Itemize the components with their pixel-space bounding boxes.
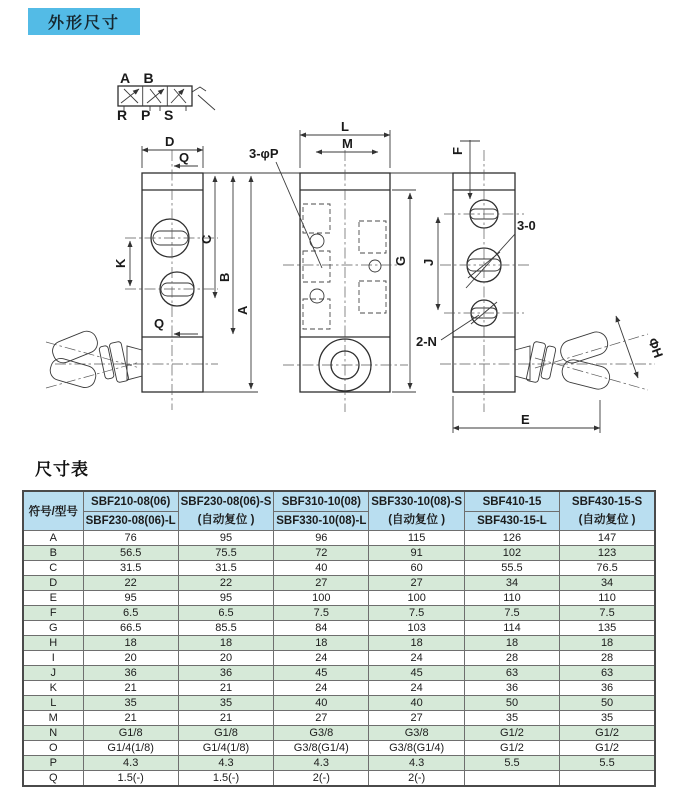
row-value-1: 20 (83, 651, 178, 666)
table-row (23, 726, 655, 741)
dim-label-e: E (521, 412, 530, 427)
row-value-4: 100 (369, 591, 464, 606)
table-row (23, 531, 655, 546)
row-value-1: 56.5 (83, 546, 178, 561)
table-row (23, 576, 655, 591)
row-value-6: G1/2 (560, 741, 655, 756)
row-value-2: 36 (178, 666, 273, 681)
row-value-3: 40 (274, 561, 369, 576)
row-value-3: 45 (274, 666, 369, 681)
row-value-4: 24 (369, 651, 464, 666)
row-symbol: H (23, 636, 83, 651)
row-symbol: K (23, 681, 83, 696)
row-value-3: 84 (274, 621, 369, 636)
row-value-6: 35 (560, 711, 655, 726)
row-value-6: 34 (560, 576, 655, 591)
row-value-4: 27 (369, 576, 464, 591)
section-title-text: 外形尺寸 (47, 15, 120, 32)
row-value-6: 123 (560, 546, 655, 561)
row-value-4: 91 (369, 546, 464, 561)
row-value-6: 28 (560, 651, 655, 666)
row-value-3: 2(-) (274, 771, 369, 786)
row-value-5: G1/2 (464, 741, 559, 756)
table-row (23, 636, 655, 651)
section-title-badge (28, 8, 140, 35)
row-value-5: G1/2 (464, 726, 559, 741)
table-row (23, 666, 655, 681)
row-value-5: 35 (464, 711, 559, 726)
row-value-4: 27 (369, 711, 464, 726)
row-value-6: 110 (560, 591, 655, 606)
row-value-2: 21 (178, 681, 273, 696)
row-value-3: 7.5 (274, 606, 369, 621)
header-model-2 (178, 491, 273, 531)
header-model-line1: SBF210-08(06) (84, 493, 178, 512)
row-value-3: G3/8 (274, 726, 369, 741)
row-symbol: I (23, 651, 83, 666)
row-value-5: 36 (464, 681, 559, 696)
table-row (23, 741, 655, 756)
dim-label-m: M (342, 136, 353, 151)
row-value-4: 7.5 (369, 606, 464, 621)
row-value-5 (464, 771, 559, 786)
row-symbol: B (23, 546, 83, 561)
row-value-4: 2(-) (369, 771, 464, 786)
table-row (23, 756, 655, 771)
row-value-3: 24 (274, 681, 369, 696)
table-row (23, 591, 655, 606)
row-value-3: 4.3 (274, 756, 369, 771)
row-value-4: 18 (369, 636, 464, 651)
dimension-table-wrapper (22, 490, 656, 787)
row-value-1: G1/4(1/8) (83, 741, 178, 756)
row-value-5: 7.5 (464, 606, 559, 621)
callout-2-n: 2-N (416, 334, 437, 349)
row-value-1: 95 (83, 591, 178, 606)
header-model-line1: SBF330-10(08)-S (371, 496, 463, 508)
dimension-table (22, 490, 656, 787)
row-value-2: 95 (178, 591, 273, 606)
row-value-3: G3/8(G1/4) (274, 741, 369, 756)
table-row (23, 606, 655, 621)
row-value-1: 21 (83, 711, 178, 726)
row-value-6: 5.5 (560, 756, 655, 771)
row-value-1: G1/8 (83, 726, 178, 741)
header-model-5 (464, 491, 559, 531)
row-value-3: 72 (274, 546, 369, 561)
row-value-3: 27 (274, 576, 369, 591)
row-value-3: 27 (274, 711, 369, 726)
row-value-1: 1.5(-) (83, 771, 178, 786)
row-value-1: 36 (83, 666, 178, 681)
dimension-drawing (0, 40, 680, 455)
dim-label-q-top: Q (179, 150, 190, 165)
row-value-1: 76 (83, 531, 178, 546)
row-value-5: 18 (464, 636, 559, 651)
dim-label-b: B (217, 272, 232, 282)
row-value-1: 22 (83, 576, 178, 591)
row-value-3: 24 (274, 651, 369, 666)
table-header (23, 491, 655, 531)
row-value-6: G1/2 (560, 726, 655, 741)
row-value-2: 20 (178, 651, 273, 666)
dim-label-f: F (450, 147, 465, 155)
left-view (46, 134, 453, 410)
dim-label-c: C (199, 234, 214, 244)
table-heading: 尺寸表 (35, 460, 89, 479)
row-value-3: 18 (274, 636, 369, 651)
row-value-2: 22 (178, 576, 273, 591)
row-value-6: 147 (560, 531, 655, 546)
row-value-5: 55.5 (464, 561, 559, 576)
row-value-2: 35 (178, 696, 273, 711)
symbol-ports-bottom-label: R P S (117, 107, 179, 123)
header-model-line2: SBF430-15-L (477, 514, 547, 527)
table-row (23, 771, 655, 786)
row-value-6 (560, 771, 655, 786)
middle-view (249, 119, 479, 412)
row-value-6: 76.5 (560, 561, 655, 576)
row-value-1: 18 (83, 636, 178, 651)
row-value-5: 50 (464, 696, 559, 711)
row-value-1: 35 (83, 696, 178, 711)
row-symbol: Q (23, 771, 83, 786)
row-value-2: 75.5 (178, 546, 273, 561)
row-symbol: J (23, 666, 83, 681)
right-lever (515, 329, 648, 391)
row-value-2: G1/8 (178, 726, 273, 741)
row-value-3: 96 (274, 531, 369, 546)
header-model-line2: (自动复位 ) (388, 514, 446, 526)
row-value-2: 21 (178, 711, 273, 726)
right-view (421, 140, 666, 433)
row-value-4: G3/8(G1/4) (369, 741, 464, 756)
row-value-5: 34 (464, 576, 559, 591)
row-value-3: 40 (274, 696, 369, 711)
symbol-ports-top-label: A B (120, 70, 159, 86)
dim-label-j: J (421, 258, 436, 266)
row-value-4: 103 (369, 621, 464, 636)
row-value-4: 115 (369, 531, 464, 546)
header-model-line2: (自动复位 ) (197, 514, 255, 526)
table-row (23, 561, 655, 576)
row-value-2: 1.5(-) (178, 771, 273, 786)
row-value-5: 110 (464, 591, 559, 606)
row-symbol: N (23, 726, 83, 741)
row-value-6: 50 (560, 696, 655, 711)
row-value-2: 85.5 (178, 621, 273, 636)
header-model-3 (274, 491, 369, 531)
row-symbol: A (23, 531, 83, 546)
row-value-5: 114 (464, 621, 559, 636)
row-symbol: O (23, 741, 83, 756)
row-value-6: 7.5 (560, 606, 655, 621)
table-row (23, 621, 655, 636)
header-model-line2: SBF230-08(06)-L (85, 514, 176, 527)
row-value-5: 102 (464, 546, 559, 561)
header-model-4 (369, 491, 464, 531)
row-value-2: G1/4(1/8) (178, 741, 273, 756)
header-model-line2: SBF330-10(08)-L (276, 514, 367, 527)
row-value-1: 66.5 (83, 621, 178, 636)
header-model-line1: SBF230-08(06)-S (180, 496, 272, 508)
dim-label-phi-h: ΦH (645, 335, 667, 360)
row-value-3: 100 (274, 591, 369, 606)
header-model-line1: SBF430-15-S (571, 496, 643, 508)
header-symbol-model: 符号/型号 (23, 491, 83, 531)
dim-label-a: A (235, 305, 250, 315)
row-value-5: 126 (464, 531, 559, 546)
row-symbol: F (23, 606, 83, 621)
row-symbol: E (23, 591, 83, 606)
row-value-4: 24 (369, 681, 464, 696)
table-row (23, 711, 655, 726)
row-value-5: 63 (464, 666, 559, 681)
row-value-4: 60 (369, 561, 464, 576)
row-value-4: G3/8 (369, 726, 464, 741)
row-value-1: 6.5 (83, 606, 178, 621)
row-value-6: 135 (560, 621, 655, 636)
dim-label-g: G (393, 255, 408, 266)
dim-label-d: D (165, 134, 175, 149)
row-value-2: 6.5 (178, 606, 273, 621)
table-row (23, 696, 655, 711)
table-row (23, 651, 655, 666)
row-value-6: 63 (560, 666, 655, 681)
row-value-4: 45 (369, 666, 464, 681)
table-body (23, 531, 655, 786)
row-symbol: C (23, 561, 83, 576)
table-row (23, 681, 655, 696)
header-model-line1: SBF410-15 (465, 493, 559, 512)
header-row (23, 491, 655, 531)
row-value-2: 31.5 (178, 561, 273, 576)
row-value-4: 40 (369, 696, 464, 711)
row-value-1: 31.5 (83, 561, 178, 576)
row-value-6: 18 (560, 636, 655, 651)
header-model-6 (560, 491, 655, 531)
dim-label-k: K (113, 258, 128, 268)
row-value-5: 5.5 (464, 756, 559, 771)
header-model-line2: (自动复位 ) (578, 514, 636, 526)
row-symbol: P (23, 756, 83, 771)
dim-label-l: L (341, 119, 349, 134)
row-value-2: 95 (178, 531, 273, 546)
row-symbol: G (23, 621, 83, 636)
callout-3-phi-p: 3-φP (249, 146, 279, 161)
row-value-6: 36 (560, 681, 655, 696)
row-value-1: 21 (83, 681, 178, 696)
callout-3-0: 3-0 (517, 218, 536, 233)
left-lever (46, 328, 142, 390)
valve-symbol (117, 70, 215, 123)
row-symbol: L (23, 696, 83, 711)
table-row (23, 546, 655, 561)
row-value-5: 28 (464, 651, 559, 666)
header-model-1 (83, 491, 178, 531)
row-value-4: 4.3 (369, 756, 464, 771)
header-model-line1: SBF310-10(08) (274, 493, 368, 512)
row-value-1: 4.3 (83, 756, 178, 771)
row-value-2: 4.3 (178, 756, 273, 771)
row-symbol: M (23, 711, 83, 726)
dim-label-q-bottom: Q (154, 316, 165, 331)
row-symbol: D (23, 576, 83, 591)
row-value-2: 18 (178, 636, 273, 651)
